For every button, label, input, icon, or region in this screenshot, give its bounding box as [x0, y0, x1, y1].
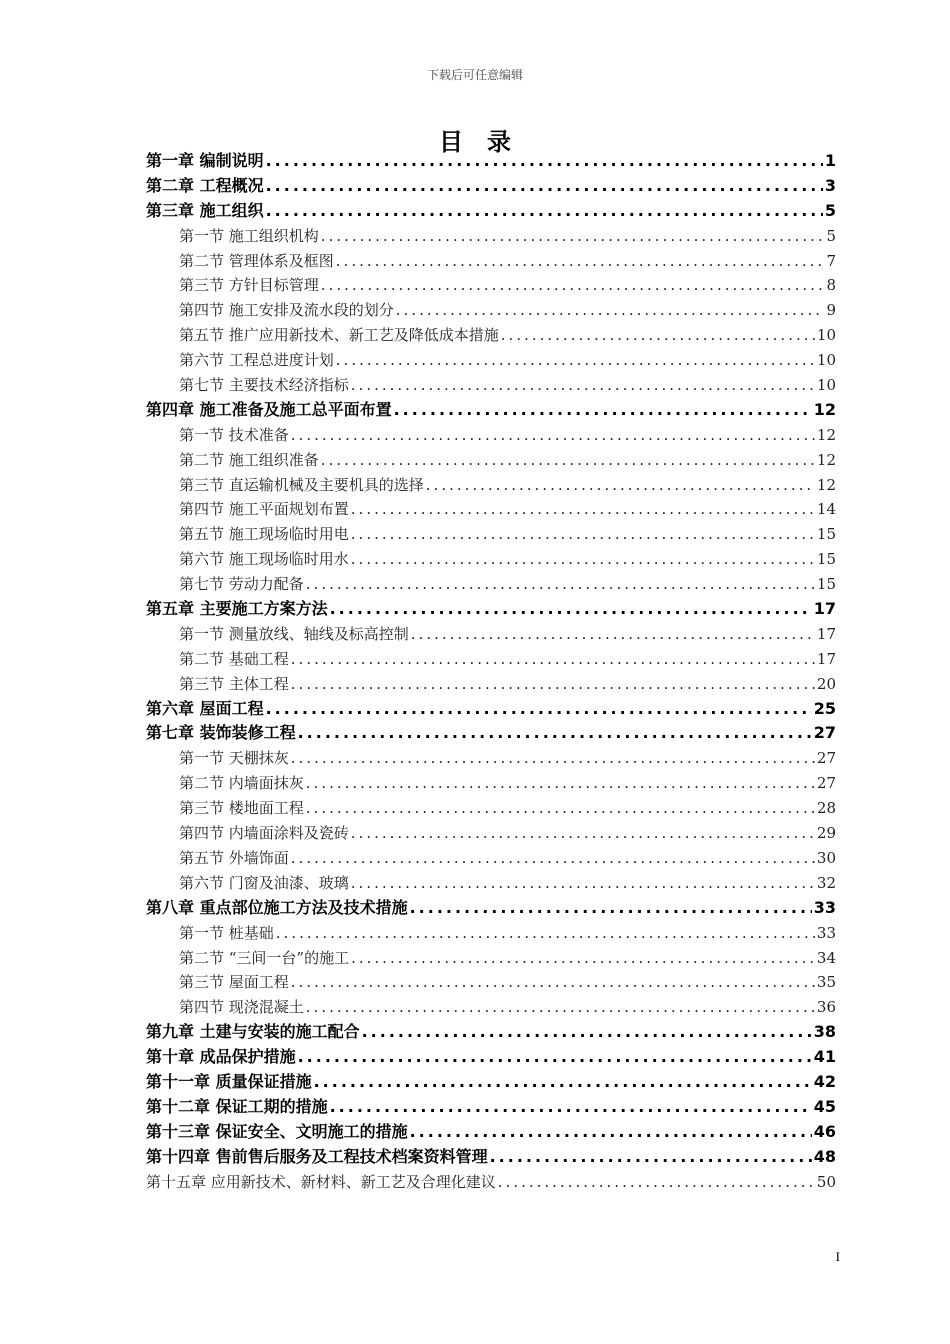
toc-entry-label: 第一节 测量放线、轴线及标高控制	[179, 624, 409, 643]
toc-entry-label: 第六章 屋面工程	[146, 698, 264, 718]
toc-entry-page: 50	[816, 1172, 836, 1191]
toc-leader-dots	[306, 572, 815, 597]
toc-entry-page: 33	[813, 897, 836, 917]
toc-entry-label: 第三节 方针目标管理	[179, 276, 319, 295]
toc-entry-label: 第一章 编制说明	[146, 151, 264, 170]
toc-entry-page: 33	[816, 923, 836, 942]
toc-entry-label: 第八章 重点部位施工方法及技术措施	[146, 897, 408, 917]
toc-section-entry[interactable]	[146, 746, 836, 771]
toc-entry-label: 第五节 施工现场临时用电	[179, 525, 349, 544]
toc-leader-dots	[291, 423, 815, 448]
toc-section-entry[interactable]	[146, 224, 836, 249]
toc-entry-label: 第一节 施工组织机构	[179, 226, 319, 245]
toc-leader-dots	[306, 995, 815, 1020]
toc-leader-dots	[321, 224, 825, 249]
toc-entry-page: 36	[816, 998, 836, 1017]
toc-entry-page: 17	[813, 599, 836, 619]
toc-entry-page: 10	[816, 326, 836, 345]
toc-leader-dots	[351, 946, 815, 971]
toc-entry-page: 17	[816, 649, 836, 668]
toc-section-entry[interactable]	[146, 373, 836, 398]
toc-chapter-entry[interactable]	[146, 398, 836, 423]
toc-entry-label: 第五章 主要施工方案方法	[146, 599, 328, 619]
toc-entry-label: 第五节 外墙饰面	[179, 848, 289, 867]
toc-leader-dots	[291, 846, 815, 871]
toc-entry-label: 第四章 施工准备及施工总平面布置	[146, 399, 392, 419]
toc-entry-label: 第三节 屋面工程	[179, 973, 289, 992]
toc-entry-page: 35	[816, 973, 836, 992]
toc-leader-dots	[426, 473, 815, 498]
toc-section-entry[interactable]	[146, 771, 836, 796]
toc-entry-label: 第六节 施工现场临时用水	[179, 550, 349, 569]
toc-leader-dots	[291, 647, 815, 672]
toc-section-entry[interactable]	[146, 497, 836, 522]
toc-leader-dots	[498, 1170, 815, 1195]
toc-entry-label: 第九章 土建与安装的施工配合	[146, 1022, 360, 1042]
toc-entry-label: 第六节 工程总进度计划	[179, 351, 334, 370]
toc-entry-page: 12	[816, 425, 836, 444]
toc-entry-label: 第十三章 保证安全、文明施工的措施	[146, 1121, 408, 1141]
toc-leader-dots	[321, 273, 825, 298]
toc-entry-label: 第七节 主要技术经济指标	[179, 376, 349, 395]
toc-entry-page: 30	[816, 848, 836, 867]
toc-entry-label: 第三节 楼地面工程	[179, 799, 304, 818]
toc-entry-label: 第三节 主体工程	[179, 674, 289, 693]
toc-entry-page: 17	[816, 624, 836, 643]
toc-section-entry[interactable]	[146, 273, 836, 298]
toc-section-entry[interactable]	[146, 622, 836, 647]
toc-entry-label: 第二章 工程概况	[146, 175, 264, 195]
toc-section-entry[interactable]	[146, 970, 836, 995]
toc-entry-page: 12	[816, 475, 836, 494]
toc-entry-page: 5	[824, 200, 836, 220]
toc-entry-label: 第十四章 售前售后服务及工程技术档案资料管理	[146, 1146, 488, 1166]
toc-leader-dots	[306, 771, 815, 796]
toc-leader-dots	[396, 298, 825, 323]
toc-entry-label: 第二节 内墙面抹灰	[179, 774, 304, 793]
toc-leader-dots	[291, 746, 815, 771]
toc-leader-dots	[330, 597, 812, 622]
toc-entry-label: 第一节 桩基础	[179, 923, 274, 942]
toc-leader-dots	[411, 622, 815, 647]
toc-chapter-entry[interactable]	[146, 1045, 836, 1070]
toc-entry-label: 第七章 装饰装修工程	[146, 723, 296, 743]
toc-chapter-entry[interactable]	[146, 149, 836, 174]
toc-entry-label: 第一节 技术准备	[179, 425, 289, 444]
toc-entry-page: 15	[816, 525, 836, 544]
toc-leader-dots	[351, 547, 815, 572]
toc-entry-label: 第四节 施工平面规划布置	[179, 500, 349, 519]
toc-chapter-entry[interactable]	[146, 1120, 836, 1145]
toc-entry-page: 45	[813, 1096, 836, 1116]
toc-leader-dots	[314, 1070, 812, 1095]
toc-entry-page: 10	[816, 351, 836, 370]
toc-chapter-entry[interactable]	[146, 1095, 836, 1120]
toc-section-entry[interactable]	[146, 348, 836, 373]
toc-section-entry[interactable]	[146, 846, 836, 871]
toc-entry-page: 46	[813, 1121, 836, 1141]
toc-entry-label: 第四节 现浇混凝土	[179, 998, 304, 1017]
toc-entry-page: 38	[813, 1022, 836, 1042]
toc-section-entry[interactable]	[146, 249, 836, 274]
toc-leader-dots	[306, 796, 815, 821]
toc-chapter-entry[interactable]	[146, 1020, 836, 1045]
toc-section-entry[interactable]	[146, 448, 836, 473]
toc-entry-label: 第三节 直运输机械及主要机具的选择	[179, 475, 424, 494]
toc-leader-dots	[336, 249, 825, 274]
toc-leader-dots	[351, 522, 815, 547]
toc-leader-dots	[298, 1045, 812, 1070]
toc-entry-page: 20	[816, 674, 836, 693]
toc-section-entry[interactable]	[146, 946, 836, 971]
page-title: 目 录	[439, 128, 511, 156]
toc-leader-dots	[351, 821, 815, 846]
toc-entry-page: 14	[816, 500, 836, 519]
toc-section-entry[interactable]	[146, 522, 836, 547]
toc-entry-label: 第六节 门窗及油漆、玻璃	[179, 873, 349, 892]
toc-chapter-entry[interactable]	[146, 721, 836, 746]
toc-entry-label: 第二节 基础工程	[179, 649, 289, 668]
toc-entry-label: 第十二章 保证工期的措施	[146, 1096, 328, 1116]
toc-entry-label: 第十章 成品保护措施	[146, 1047, 296, 1067]
toc-leader-dots	[362, 1020, 812, 1045]
toc-chapter-entry[interactable]	[146, 1170, 836, 1195]
toc-entry-label: 第二节 管理体系及框图	[179, 251, 334, 270]
toc-section-entry[interactable]	[146, 647, 836, 672]
toc-chapter-entry[interactable]	[146, 896, 836, 921]
toc-leader-dots	[266, 174, 823, 199]
toc-section-entry[interactable]	[146, 423, 836, 448]
toc-entry-label: 第十五章 应用新技术、新材料、新工艺及合理化建议	[146, 1172, 496, 1191]
toc-entry-label: 第七节 劳动力配备	[179, 575, 304, 594]
toc-leader-dots	[330, 1095, 812, 1120]
toc-entry-page: 10	[816, 376, 836, 395]
toc-entry-page: 1	[824, 151, 836, 170]
toc-chapter-entry[interactable]	[146, 174, 836, 199]
toc-section-entry[interactable]	[146, 298, 836, 323]
toc-entry-label: 第二节 施工组织准备	[179, 450, 319, 469]
toc-chapter-entry[interactable]	[146, 1145, 836, 1170]
page-header: 下载后可任意编辑	[426, 68, 523, 82]
toc-section-entry[interactable]	[146, 547, 836, 572]
toc-leader-dots	[336, 348, 815, 373]
toc-leader-dots	[266, 697, 812, 722]
toc-entry-page: 48	[813, 1146, 836, 1166]
toc-leader-dots	[351, 373, 815, 398]
toc-leader-dots	[490, 1145, 812, 1170]
toc-entry-label: 第二节 “三间一台”的施工	[179, 948, 350, 967]
toc-leader-dots	[351, 871, 815, 896]
toc-leader-dots	[321, 448, 815, 473]
toc-leader-dots	[266, 199, 823, 224]
toc-entry-label: 第四节 施工安排及流水段的划分	[179, 301, 394, 320]
toc-entry-page: 12	[813, 399, 836, 419]
toc-entry-label: 第五节 推广应用新技术、新工艺及降低成本措施	[179, 326, 499, 345]
toc-entry-page: 15	[816, 550, 836, 569]
toc-leader-dots	[291, 970, 815, 995]
toc-section-entry[interactable]	[146, 796, 836, 821]
toc-section-entry[interactable]	[146, 672, 836, 697]
toc-entry-page: 27	[813, 723, 836, 743]
toc-leader-dots	[410, 1120, 812, 1145]
toc-entry-page: 12	[816, 450, 836, 469]
toc-chapter-entry[interactable]	[146, 199, 836, 224]
toc-chapter-entry[interactable]	[146, 697, 836, 722]
toc-chapter-entry[interactable]	[146, 597, 836, 622]
toc-leader-dots	[298, 721, 812, 746]
toc-leader-dots	[276, 921, 815, 946]
toc-entry-page: 8	[826, 276, 836, 295]
toc-entry-page: 3	[824, 175, 836, 195]
table-of-contents	[146, 149, 836, 1194]
toc-entry-page: 32	[816, 873, 836, 892]
toc-entry-label: 第一节 天棚抹灰	[179, 749, 289, 768]
toc-entry-page: 27	[816, 749, 836, 768]
toc-entry-page: 41	[813, 1047, 836, 1067]
toc-entry-page: 9	[826, 301, 836, 320]
toc-leader-dots	[410, 896, 812, 921]
toc-entry-label: 第四节 内墙面涂料及瓷砖	[179, 824, 349, 843]
toc-leader-dots	[266, 149, 823, 174]
toc-section-entry[interactable]	[146, 921, 836, 946]
toc-entry-page: 42	[813, 1071, 836, 1091]
toc-leader-dots	[351, 497, 815, 522]
toc-leader-dots	[291, 672, 815, 697]
toc-entry-label: 第十一章 质量保证措施	[146, 1071, 312, 1091]
toc-entry-page: 29	[816, 824, 836, 843]
toc-leader-dots	[501, 323, 815, 348]
toc-section-entry[interactable]	[146, 871, 836, 896]
toc-entry-page: 34	[816, 948, 836, 967]
toc-entry-page: 27	[816, 774, 836, 793]
toc-section-entry[interactable]	[146, 821, 836, 846]
toc-chapter-entry[interactable]	[146, 1070, 836, 1095]
page-number: I	[835, 1249, 840, 1264]
toc-section-entry[interactable]	[146, 473, 836, 498]
toc-entry-page: 15	[816, 575, 836, 594]
toc-section-entry[interactable]	[146, 323, 836, 348]
toc-section-entry[interactable]	[146, 995, 836, 1020]
toc-entry-page: 28	[816, 799, 836, 818]
toc-entry-label: 第三章 施工组织	[146, 200, 264, 220]
toc-entry-page: 7	[826, 251, 836, 270]
toc-entry-page: 5	[826, 226, 836, 245]
toc-section-entry[interactable]	[146, 572, 836, 597]
toc-leader-dots	[394, 398, 812, 423]
toc-entry-page: 25	[813, 698, 836, 718]
